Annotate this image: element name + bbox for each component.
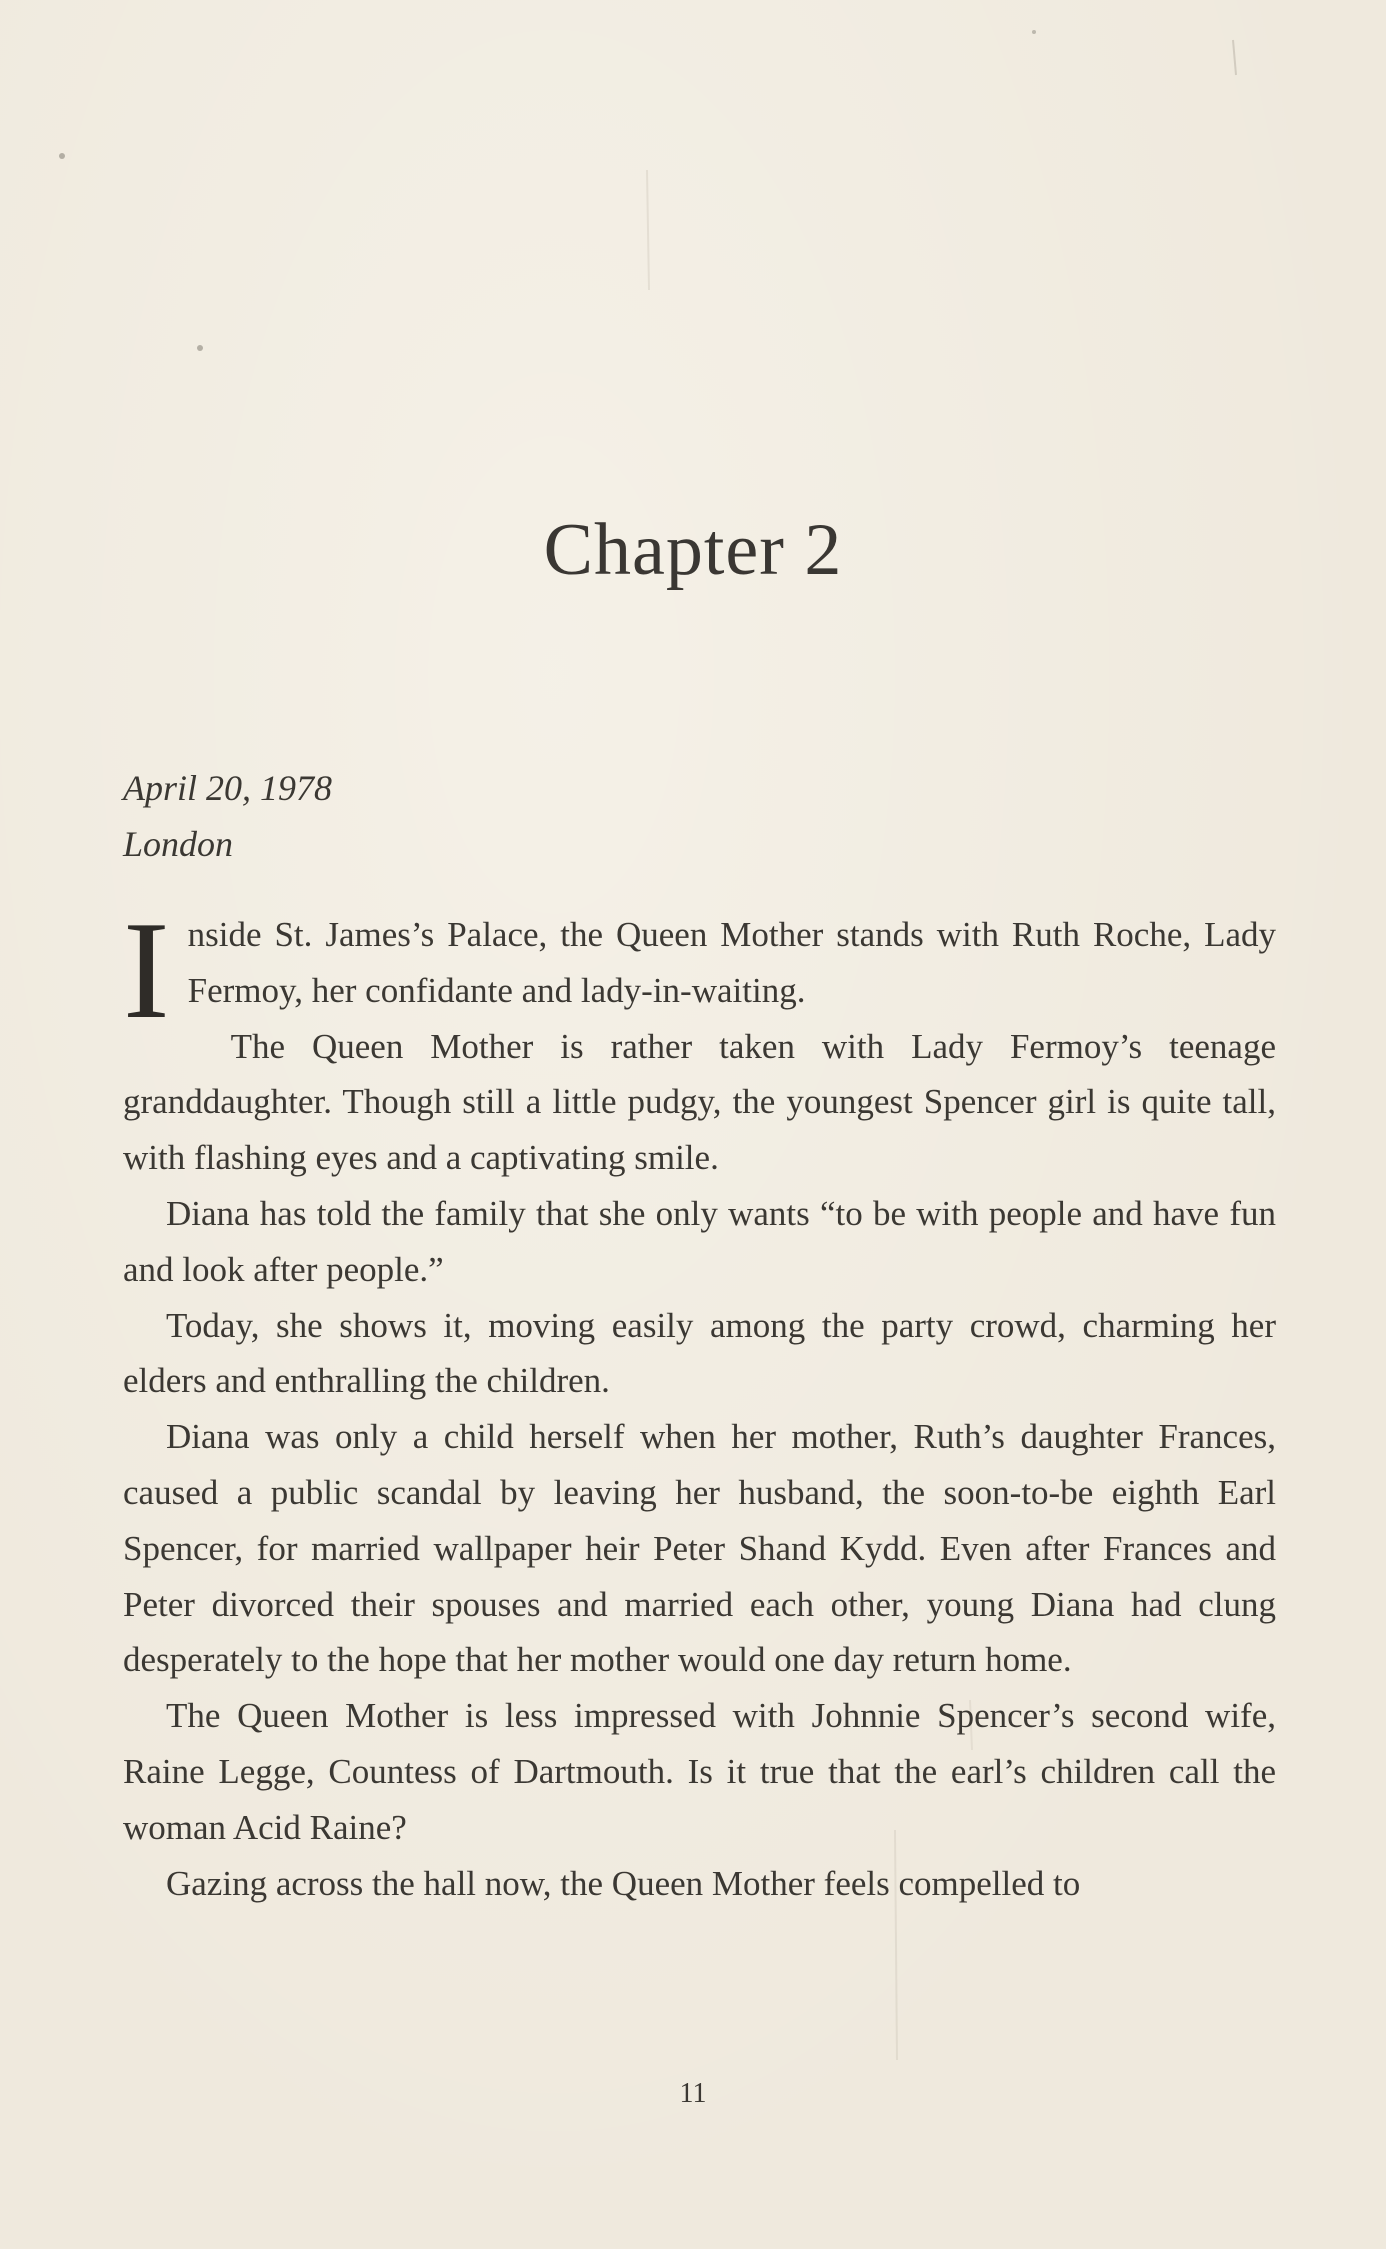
opening-paragraph-text: nside St. James’s Palace, the Queen Mother stands with Ruth Roche, Lady Fermoy, her confidante and lady-in-waiting. [187,915,1276,1010]
paragraph: The Queen Mother is rather taken with Lady Fermoy’s teenage granddaughter. Though still a little pudgy, the youngest Spencer girl is quite tall, with flashing eyes and a captivating smile. [123,1026,1276,1178]
paragraph: The Queen Mother is less impressed with Johnnie Spencer’s second wife, Raine Legge, Countess of Dartmouth. Is it true that the earl’s children call the woman Acid Raine? [123,1696,1276,1847]
chapter-body [123,893,1276,1911]
page-number: 11 [679,2078,707,2109]
dateline-date: April 20, 1978 [123,768,333,808]
drop-cap: I [123,893,170,1048]
dateline [123,760,332,872]
paragraph: Today, she shows it, moving easily among the party crowd, charming her elders and enthralling the children. [123,1305,1276,1401]
paragraph: Diana has told the family that she only wants “to be with people and have fun and look after people.” [123,1193,1276,1289]
opening-paragraph [123,893,1276,1048]
paragraph: Diana was only a child herself when her mother, Ruth’s daughter Frances, caused a public scandal by leaving her husband, the soon-to-be eighth Earl Spencer, for married wallpaper heir Peter Shand Kydd. Even after Frances and Peter divorced their spouses and married each other, young Diana had clung desperately to the hope that her mother would one day return home. [123,1417,1276,1680]
dateline-place: London [123,824,234,864]
chapter-title: Chapter 2 [543,509,843,591]
paragraph: Gazing across the hall now, the Queen Mother feels compelled to [166,1863,1081,1903]
